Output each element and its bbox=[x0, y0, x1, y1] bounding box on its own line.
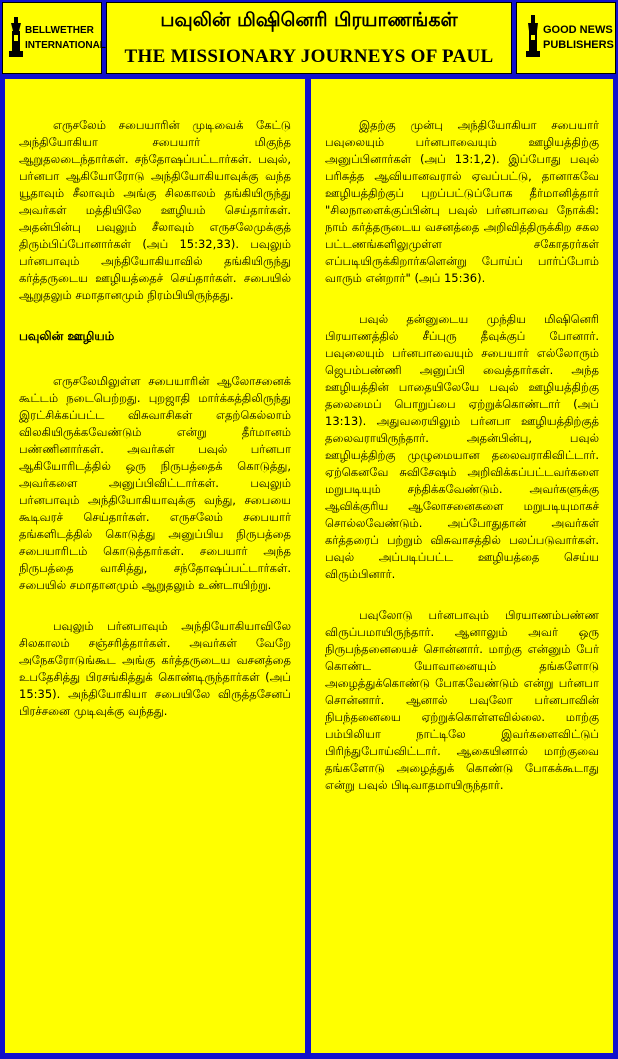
right-paragraph-2: பவுல் தன்னுடைய முந்திய மிஷினெரி பிரயாணத்தில் சீப்புரு தீவுக்குப் போனார். பவுலையும் பர்னபாவையும் சபையார் எல்லோரும் ஜெபம்பண்ணி அனுப்பி வைத்தார்கள். அந்த ஊழியத்தின் பாதையிலேயே பவுல் ஊழியத்திற்கு தலைமைப் பொறுப்பை ஏற்றுக்கொண்டார் (அப் 13:13). அதுவரையிலும் பர்னபா ஊழியத்திற்குத் தலைவராயிருந்தார். அதன்பின்பு, பவுல் ஊழியத்திற்கு முழுமையான தலைவராகிவிட்டார். ஏற்கெனவே சுவிசேஷம் அறிவிக்கப்பட்டவர்களை மறுபடியும் சந்திக்கவேண்டும். அவர்களுக்கு ஆவிக்குரிய ஆலோசனைகளை மறுபடியுமாகச் சொல்லவேண்டும். அப்போதுதான் அவர்கள் கர்த்தரைப் பற்றும் விசுவாசத்தில் பலப்படுவார்கள். பவுல் அப்படிப்பட்ட ஊழியத்தை செய்ய விரும்பினார். bbox=[325, 312, 599, 581]
left-paragraph-3: பவுலும் பர்னபாவும் அந்தியோகியாவிலே சிலகாலம் சஞ்சரித்தார்கள். அவர்கள் வேறே அநேகரோடுங்கூட அங்கு கர்த்தருடைய வசனத்தை உபதேசித்து பிரசங்கித்துக் கொண்டிருந்தார்கள் (அப் 15:35). அந்தியோகியா சபையிலே விருத்தசேனப் பிரச்சனை முடிவுக்கு வந்தது. bbox=[19, 619, 291, 718]
good-news-logo bbox=[516, 2, 616, 74]
bellwether-logo bbox=[2, 2, 106, 74]
right-column bbox=[311, 79, 613, 1053]
logo-right-line1: GOOD NEWS bbox=[543, 24, 613, 36]
left-paragraph-1: எருசலேம் சபையாரின் முடிவைக் கேட்டு அந்தியோகியா சபையார் மிகுந்த ஆறுதலடைந்தார்கள். சந்தோஷப்பட்டார்கள். பவுல், பர்னபா ஆகியோரோடு அந்தியோகியாவுக்கு வந்த யூதாவும் சீலாவும் அங்கு சிலகாலம் தங்கியிருந்து அவர்கள் மத்தியிலே ஊழியம் செய்தார்கள். அதன்பின்பு பவுலும் சீலாவும் எருசலேமுக்குத் திரும்பிப்போனார்கள் (அப் 15:32,33). பவுலும் பர்னபாவும் அந்தியோகியாவில் தங்கியிருந்து கர்த்தருடைய ஊழியத்தைச் செய்தார்கள். சபையில் ஆறுதலும் சமாதானமும் நிரம்பியிருந்தது. bbox=[19, 118, 291, 302]
right-paragraph-1: இதற்கு முன்பு அந்தியோகியா சபையார் பவுலையும் பர்னபாவையும் ஊழியத்திற்கு அனுப்பினார்கள் (அப் 13:1,2). இப்போது பவுல் பரிசுத்த ஆவியானவரால் ஏவப்பட்டு, தானாகவே ஊழியத்திற்குப் புறப்பட்டுப்போக தீர்மானித்தார் "சிலநாளைக்குப்பின்பு பவுல் பர்னபாவை நோக்கி: நாம் கர்த்தருடைய வசனத்தை அறிவித்திருக்கிற சகல பட்டணங்களிலுமுள்ள சகோதரர்கள் எப்படியிருக்கிறார்களென்று போய்ப் பார்ப்போம் வாரும் என்றார்" (அப் 15:36). bbox=[325, 118, 599, 285]
left-paragraph-2: எருசலேமிலுள்ள சபையாரின் ஆலோசனைக் கூட்டம் நடைபெற்றது. புறஜாதி மார்க்கத்திலிருந்து இரட்சிக்கப்பட்ட விசுவாசிகள் எதற்கெல்லாம் விலகியிருக்கவேண்டும் என்று தீர்மானம் பண்ணினார்கள். அவர்கள் பவுல் பர்னபா ஆகியோரிடத்தில் ஒரு நிருபத்தைக் கொடுத்து, அவர்களை அனுப்பிவிட்டார்கள். பவுலும் பர்னபாவும் அந்தியோகியாவுக்கு வந்து, சபையை கூடிவரச் செய்தார்கள். எருசலேம் சபையார் தங்களிடத்தில் கொடுத்து அனுப்பிய நிருபத்தை சபையாரிடம் கொடுத்தார்கள். சபையார் அந்த நிருபத்தை வாசித்து, சந்தோஷப்பட்டார்கள். சபையில் சமாதானமும் ஆறுதலும் உண்டாயிற்று. bbox=[19, 374, 291, 592]
logo-left-line1: BELLWETHER bbox=[25, 25, 94, 36]
bell-tower-icon bbox=[9, 17, 23, 57]
left-column bbox=[5, 79, 305, 1053]
title-banner bbox=[106, 2, 512, 74]
logo-right-line2: PUBLISHERS bbox=[543, 39, 614, 51]
right-paragraph-3: பவுலோடு பர்னபாவும் பிரயாணம்பண்ண விருப்பமாயிருந்தார். ஆனாலும் அவர் ஒரு நிருபந்தனையைச் சொன்னார். மாற்கு என்னும் பேர் கொண்ட யோவானையும் தங்களோடு அழைத்துக்கொண்டு போகவேண்டும் என்று பர்னபா சொன்னார். ஆனால் பவுலோ பர்னபாவின் நிபந்தனையை ஏற்றுக்கொள்ளவில்லை. மாற்கு பம்பிலியா நாட்டிலே இவர்களைவிட்டுப் பிரிந்துபோய்விட்டார். ஆகையினால் மாற்குவை தங்களோடு அழைத்துக் கொண்டு போகக்கூடாது என்று பவுல் பிடிவாதமாயிருந்தார். bbox=[325, 608, 599, 792]
publisher-tower-icon bbox=[525, 15, 541, 57]
page-header bbox=[2, 2, 616, 74]
section-heading: பவுலின் ஊழியம் bbox=[19, 329, 115, 343]
page-title-english: THE MISSIONARY JOURNEYS OF PAUL bbox=[124, 46, 494, 67]
logo-left-line2: INTERNATIONAL bbox=[25, 40, 106, 51]
page-title-tamil: பவுலின் மிஷினெரி பிரயாணங்கள் bbox=[160, 9, 458, 31]
